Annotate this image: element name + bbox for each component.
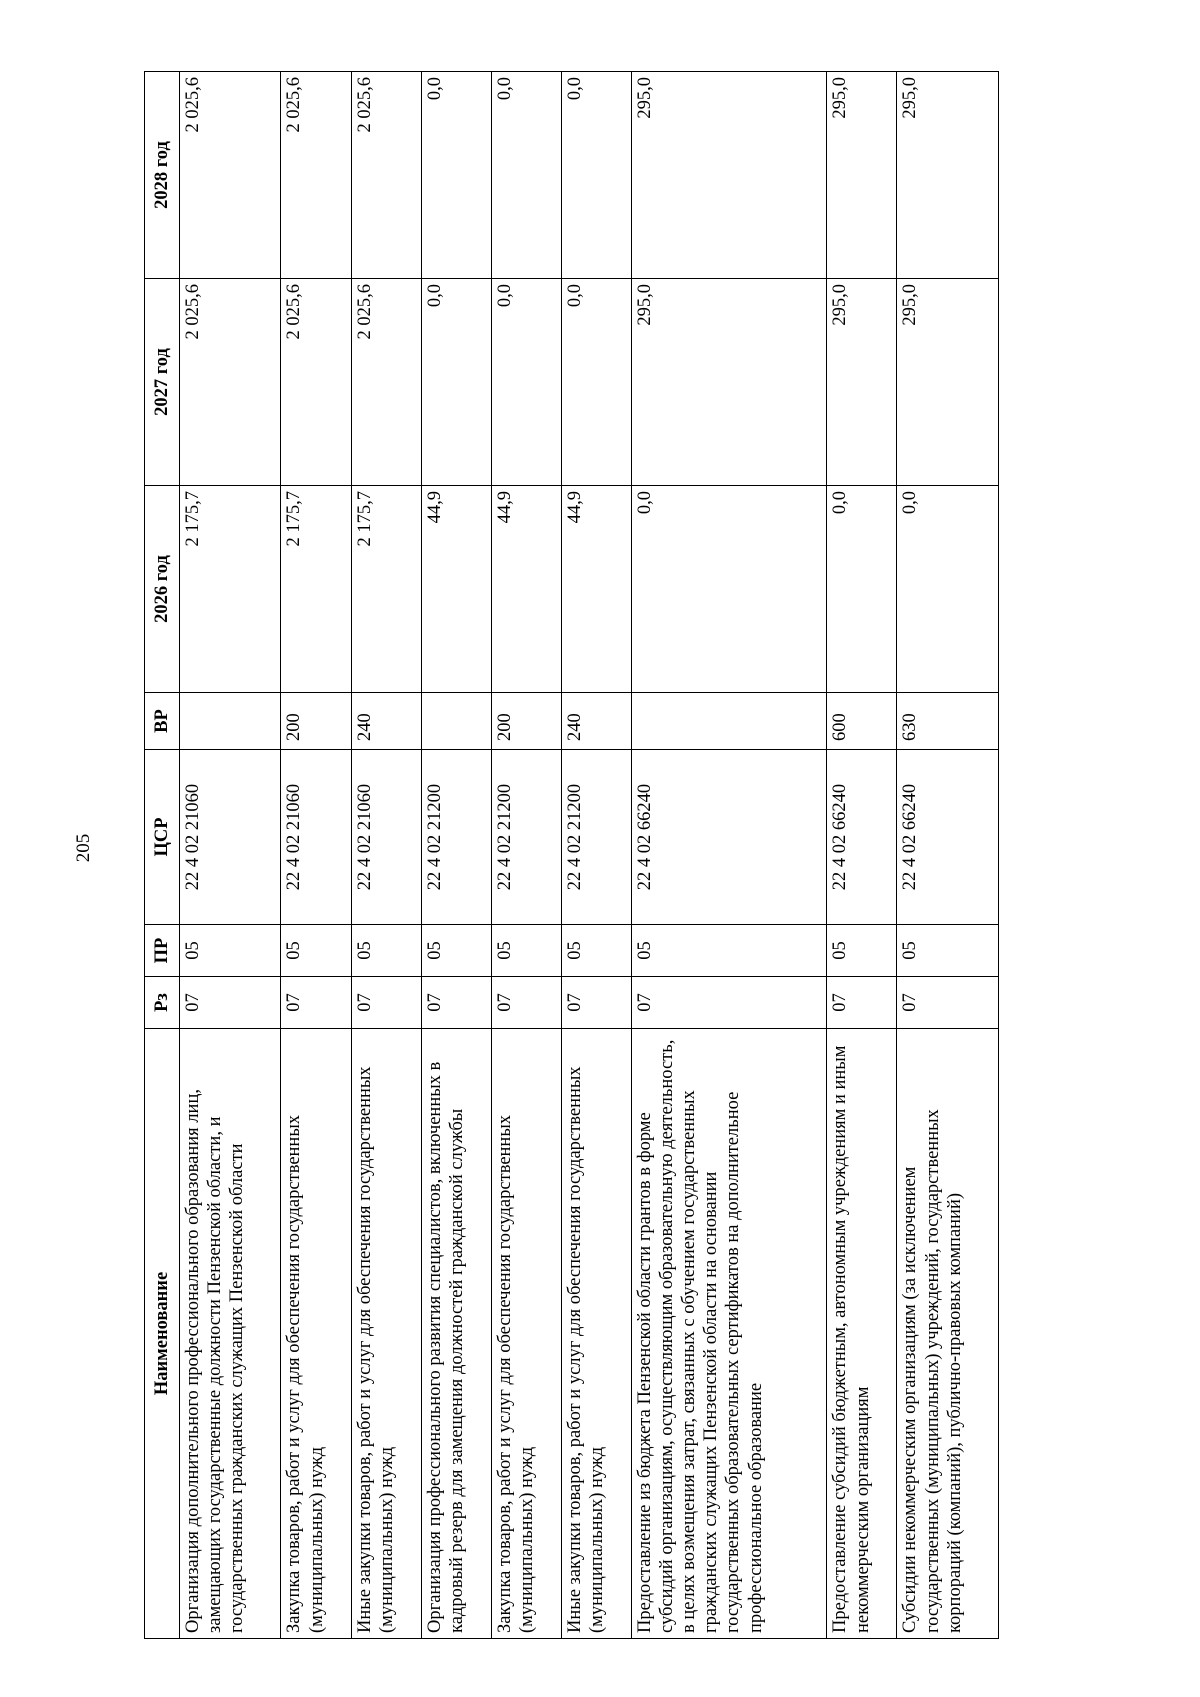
row-csr: 22 4 02 66240 bbox=[631, 750, 827, 925]
row-name: Закупка товаров, работ и услуг для обеспечения государственных (муниципальных) нужд bbox=[281, 1029, 351, 1639]
row-name: Иные закупки товаров, работ и услуг для обеспечения государственных (муниципальных) нужд bbox=[351, 1029, 421, 1639]
row-csr: 22 4 02 66240 bbox=[827, 750, 897, 925]
row-2026: 44,9 bbox=[491, 486, 561, 693]
row-vr: 200 bbox=[491, 693, 561, 750]
row-name: Организация профессионального развития специалистов, включенных в кадровый резерв для замещения должностей гражданской службы bbox=[421, 1029, 491, 1639]
table-row bbox=[897, 72, 999, 1639]
page-number: 205 bbox=[73, 833, 94, 863]
row-vr: 200 bbox=[281, 693, 351, 750]
row-pr: 05 bbox=[491, 925, 561, 977]
row-pr: 05 bbox=[631, 925, 827, 977]
header-2027: 2027 год bbox=[145, 279, 180, 486]
header-pr: ПР bbox=[145, 925, 180, 977]
row-2028: 0,0 bbox=[491, 72, 561, 279]
table-row bbox=[421, 72, 491, 1639]
table-row bbox=[281, 72, 351, 1639]
row-rz: 07 bbox=[351, 977, 421, 1029]
row-rz: 07 bbox=[281, 977, 351, 1029]
row-2027: 0,0 bbox=[421, 279, 491, 486]
row-2027: 2 025,6 bbox=[281, 279, 351, 486]
row-vr: 600 bbox=[827, 693, 897, 750]
row-rz: 07 bbox=[827, 977, 897, 1029]
row-name: Предоставление субсидий бюджетным, автономным учреждениям и иным некоммерческим организациям bbox=[827, 1029, 897, 1639]
row-2028: 295,0 bbox=[631, 72, 827, 279]
row-rz: 07 bbox=[180, 977, 281, 1029]
row-2028: 2 025,6 bbox=[281, 72, 351, 279]
row-pr: 05 bbox=[561, 925, 631, 977]
row-2026: 44,9 bbox=[421, 486, 491, 693]
row-csr: 22 4 02 21200 bbox=[421, 750, 491, 925]
header-rz: Рз bbox=[145, 977, 180, 1029]
header-vr: ВР bbox=[145, 693, 180, 750]
row-name: Предоставление из бюджета Пензенской области грантов в форме субсидий организациям, осуществляющим образовательную деятельность, в целях возмещения затрат, связанных с обучением государственных гражданских служащих Пензенской области на основании государственных образовательных сертификатов на дополнительное профессиональное образование bbox=[631, 1029, 827, 1639]
row-csr: 22 4 02 66240 bbox=[897, 750, 999, 925]
row-2026: 0,0 bbox=[827, 486, 897, 693]
row-rz: 07 bbox=[491, 977, 561, 1029]
row-name: Закупка товаров, работ и услуг для обеспечения государственных (муниципальных) нужд bbox=[491, 1029, 561, 1639]
row-2026: 0,0 bbox=[897, 486, 999, 693]
row-2028: 2 025,6 bbox=[351, 72, 421, 279]
header-name: Наименование bbox=[145, 1029, 180, 1639]
row-2026: 2 175,7 bbox=[351, 486, 421, 693]
row-2027: 295,0 bbox=[897, 279, 999, 486]
row-name: Иные закупки товаров, работ и услуг для обеспечения государственных (муниципальных) нужд bbox=[561, 1029, 631, 1639]
row-pr: 05 bbox=[421, 925, 491, 977]
row-2026: 2 175,7 bbox=[281, 486, 351, 693]
table-row bbox=[491, 72, 561, 1639]
header-csr: ЦСР bbox=[145, 750, 180, 925]
row-vr: 240 bbox=[561, 693, 631, 750]
row-csr: 22 4 02 21200 bbox=[561, 750, 631, 925]
budget-table bbox=[144, 71, 999, 1639]
row-2028: 0,0 bbox=[421, 72, 491, 279]
row-vr: 240 bbox=[351, 693, 421, 750]
row-csr: 22 4 02 21060 bbox=[351, 750, 421, 925]
row-2026: 2 175,7 bbox=[180, 486, 281, 693]
row-2027: 295,0 bbox=[827, 279, 897, 486]
row-2027: 2 025,6 bbox=[180, 279, 281, 486]
row-2027: 295,0 bbox=[631, 279, 827, 486]
row-pr: 05 bbox=[351, 925, 421, 977]
row-2027: 2 025,6 bbox=[351, 279, 421, 486]
row-rz: 07 bbox=[421, 977, 491, 1029]
row-pr: 05 bbox=[827, 925, 897, 977]
table-row bbox=[180, 72, 281, 1639]
row-2027: 0,0 bbox=[491, 279, 561, 486]
row-csr: 22 4 02 21060 bbox=[180, 750, 281, 925]
rotated-table-container bbox=[144, 72, 999, 1639]
row-rz: 07 bbox=[631, 977, 827, 1029]
table-row bbox=[561, 72, 631, 1639]
row-2028: 295,0 bbox=[827, 72, 897, 279]
row-2026: 0,0 bbox=[631, 486, 827, 693]
row-2028: 0,0 bbox=[561, 72, 631, 279]
row-2028: 295,0 bbox=[897, 72, 999, 279]
table-header-row bbox=[145, 72, 180, 1639]
row-csr: 22 4 02 21200 bbox=[491, 750, 561, 925]
row-2028: 2 025,6 bbox=[180, 72, 281, 279]
row-pr: 05 bbox=[281, 925, 351, 977]
table-row bbox=[351, 72, 421, 1639]
row-name: Организация дополнительного профессионального образования лиц, замещающих государственные должности Пензенской области, и государственных гражданских служащих Пензенской области bbox=[180, 1029, 281, 1639]
row-pr: 05 bbox=[897, 925, 999, 977]
row-2026: 44,9 bbox=[561, 486, 631, 693]
row-rz: 07 bbox=[561, 977, 631, 1029]
header-2028: 2028 год bbox=[145, 72, 180, 279]
row-vr bbox=[421, 693, 491, 750]
row-vr bbox=[180, 693, 281, 750]
table-row bbox=[631, 72, 827, 1639]
row-vr: 630 bbox=[897, 693, 999, 750]
header-2026: 2026 год bbox=[145, 486, 180, 693]
row-csr: 22 4 02 21060 bbox=[281, 750, 351, 925]
row-2027: 0,0 bbox=[561, 279, 631, 486]
row-pr: 05 bbox=[180, 925, 281, 977]
row-rz: 07 bbox=[897, 977, 999, 1029]
row-vr bbox=[631, 693, 827, 750]
row-name: Субсидии некоммерческим организациям (за исключением государственных (муниципальных) учреждений, государственных корпораций (компаний), публично-правовых компаний) bbox=[897, 1029, 999, 1639]
table-row bbox=[827, 72, 897, 1639]
